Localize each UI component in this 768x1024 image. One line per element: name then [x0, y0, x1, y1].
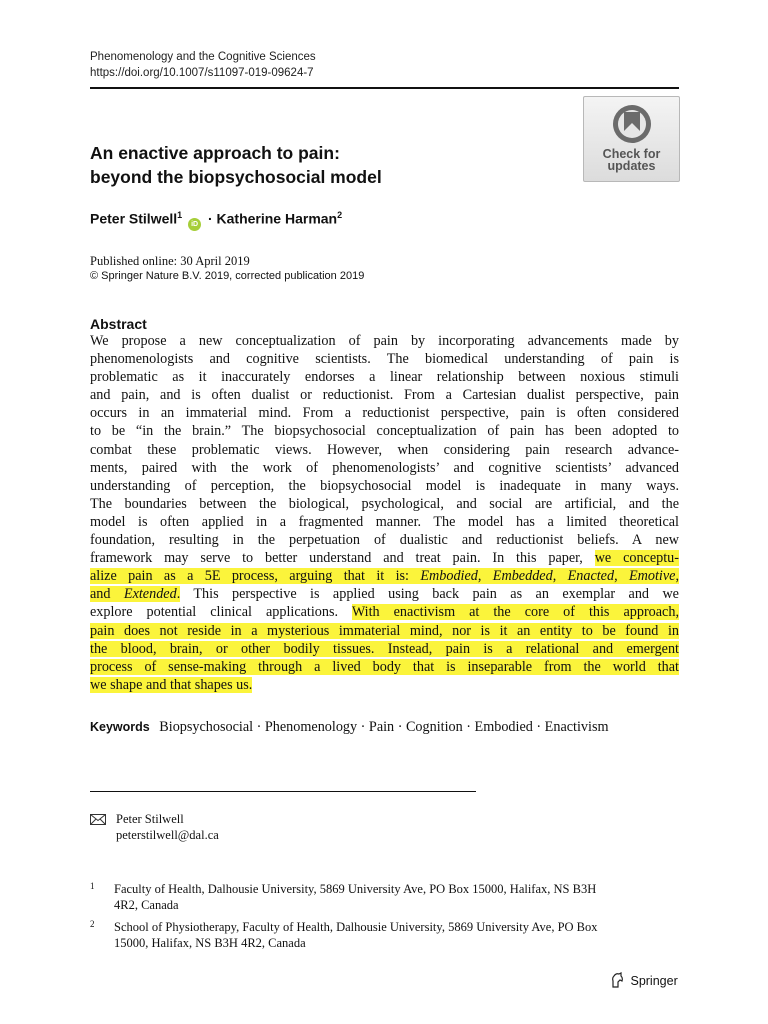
copyright-symbol: ©	[90, 270, 99, 282]
highlighted-text: Enacted	[567, 568, 615, 585]
abstract-line	[90, 531, 679, 549]
abstract-heading: Abstract	[90, 316, 147, 332]
copyright-text: Springer Nature B.V. 2019, corrected publication 2019	[101, 270, 365, 282]
highlighted-text: ,	[477, 568, 493, 585]
abstract-line	[90, 622, 679, 640]
abstract-line	[90, 640, 679, 658]
abstract-line	[90, 603, 679, 621]
abstract-text: ments, paired with the work of phenomenologists’ and cognitive scientists’ advanced	[90, 459, 679, 476]
abstract-text: understanding of perception, the biopsychosocial model is inadequate in many ways.	[90, 477, 679, 494]
abstract-line	[90, 350, 679, 368]
publisher-name: Springer	[630, 974, 678, 988]
highlighted-text: ,	[552, 568, 568, 585]
abstract-line	[90, 386, 679, 404]
abstract-line	[90, 404, 679, 422]
contact-email[interactable]: peterstilwell@dal.ca	[116, 828, 219, 842]
author-separator: ·	[207, 210, 213, 227]
abstract-text: framework may serve to better understand and treat pain. In this paper,	[90, 550, 595, 567]
abstract-text: explore potential clinical applications.	[90, 604, 352, 621]
highlighted-text: the blood, brain, or other bodily tissues. Instead, pain is a relational and emergent	[90, 640, 679, 657]
abstract-text: phenomenologists and cognitive scientists. The biomedical understanding of pain is	[90, 351, 679, 368]
abstract-line	[90, 676, 679, 694]
abstract-line	[90, 368, 679, 386]
journal-header	[90, 49, 316, 81]
badge-line-1: Check for	[602, 147, 661, 161]
contact-name: Peter Stilwell	[116, 812, 184, 826]
abstract-text: to be “in the brain.” The biopsychosocial conceptualization of pain has been adopted to	[90, 423, 679, 440]
abstract-text: model is often applied in a fragmented manner. The model has a limited theoretical	[90, 513, 679, 530]
affiliation-number: 2	[90, 919, 95, 929]
highlighted-text: and	[90, 586, 124, 603]
abstract-text: occurs in an immaterial mind. From a reductionist perspective, pain is often considered	[90, 405, 679, 422]
highlighted-text: .	[176, 586, 181, 603]
author-list	[90, 210, 342, 231]
affiliation-line: Faculty of Health, Dalhousie University, 5869 University Ave, PO Box 15000, Halifax, NS B3H	[114, 882, 597, 896]
abstract-line	[90, 441, 679, 459]
affiliation-1	[90, 881, 596, 913]
affiliation-line: 4R2, Canada	[114, 898, 179, 912]
header-rule	[90, 87, 679, 89]
copyright-line	[90, 269, 364, 284]
abstract-text: and pain, and is often dualist or reductionist. From a Cartesian dualist perspective, pain	[90, 387, 679, 404]
envelope-icon	[90, 814, 106, 825]
abstract-body	[90, 332, 679, 694]
abstract-line	[90, 332, 679, 350]
highlighted-text: With enactivism at the core of this approach,	[351, 604, 679, 621]
highlighted-text: we conceptu-	[594, 550, 679, 567]
abstract-line	[90, 459, 679, 477]
article-title	[90, 141, 382, 189]
publisher-logo	[610, 972, 678, 988]
journal-name: Phenomenology and the Cognitive Sciences	[90, 51, 316, 63]
highlighted-text: Extended	[123, 586, 177, 603]
abstract-text: problematic as it inaccurately endorses a linear relationship between noxious stimuli	[90, 369, 679, 386]
keywords	[90, 719, 609, 736]
crossmark-icon	[609, 103, 655, 145]
highlighted-text: Emotive	[628, 568, 676, 585]
affiliation-2	[90, 919, 598, 951]
doi-link[interactable]: https://doi.org/10.1007/s11097-019-09624-7	[90, 67, 314, 79]
abstract-line	[90, 477, 679, 495]
highlighted-text: Embodied	[420, 568, 478, 585]
keywords-label: Keywords	[90, 720, 150, 734]
footnote-rule	[90, 791, 476, 792]
keywords-list: Biopsychosocial · Phenomenology · Pain · Cognition · Embodied · Enactivism	[159, 719, 609, 735]
affiliation-marker: 1	[177, 210, 183, 220]
affiliation-marker: 2	[337, 210, 343, 220]
title-line-2: beyond the biopsychosocial model	[90, 167, 382, 187]
abstract-text: combat these problematic views. However, when considering pain research advance-	[90, 441, 679, 458]
highlighted-text: Embedded	[492, 568, 553, 585]
title-line-1: An enactive approach to pain:	[90, 143, 340, 163]
highlighted-text: we shape and that shapes us.	[90, 676, 253, 693]
published-date: Published online: 30 April 2019	[90, 254, 250, 268]
author-name[interactable]: Peter Stilwell	[90, 210, 178, 227]
highlighted-text: process of sense-making through a lived body that is inseparable from the world that	[90, 658, 679, 675]
badge-line-2: updates	[607, 159, 656, 173]
springer-horse-icon	[610, 972, 624, 988]
check-for-updates-badge[interactable]	[583, 96, 680, 182]
abstract-text: foundation, resulting in the perpetuation of dualistic and reductionist beliefs. A new	[90, 532, 679, 549]
abstract-line	[90, 658, 679, 676]
highlighted-text: ,	[675, 568, 680, 585]
abstract-text: This perspective is applied using back pain as an exemplar and we	[180, 586, 679, 603]
author-name[interactable]: Katherine Harman	[216, 210, 338, 227]
affiliation-number: 1	[90, 881, 95, 891]
highlighted-text: ,	[614, 568, 629, 585]
abstract-line	[90, 495, 679, 513]
abstract-line	[90, 513, 679, 531]
abstract-text: We propose a new conceptualization of pain by incorporating advancements made by	[90, 333, 679, 349]
abstract-line	[90, 585, 679, 603]
corresponding-author	[90, 811, 219, 843]
publication-info	[90, 254, 364, 284]
abstract-text: The boundaries between the biological, psychological, and social are artificial, and the	[90, 495, 679, 512]
highlighted-text: alize pain as a 5E process, arguing that it is:	[90, 568, 421, 585]
abstract-line	[90, 422, 679, 440]
abstract-line	[90, 567, 679, 585]
highlighted-text: pain does not reside in a mysterious immaterial mind, nor is it an entity to be found in	[90, 622, 679, 639]
orcid-icon[interactable]: iD	[188, 218, 201, 231]
affiliation-line: School of Physiotherapy, Faculty of Health, Dalhousie University, 5869 University Ave, PO Box	[114, 920, 598, 934]
affiliation-line: 15000, Halifax, NS B3H 4R2, Canada	[114, 936, 306, 950]
abstract-line	[90, 549, 679, 567]
